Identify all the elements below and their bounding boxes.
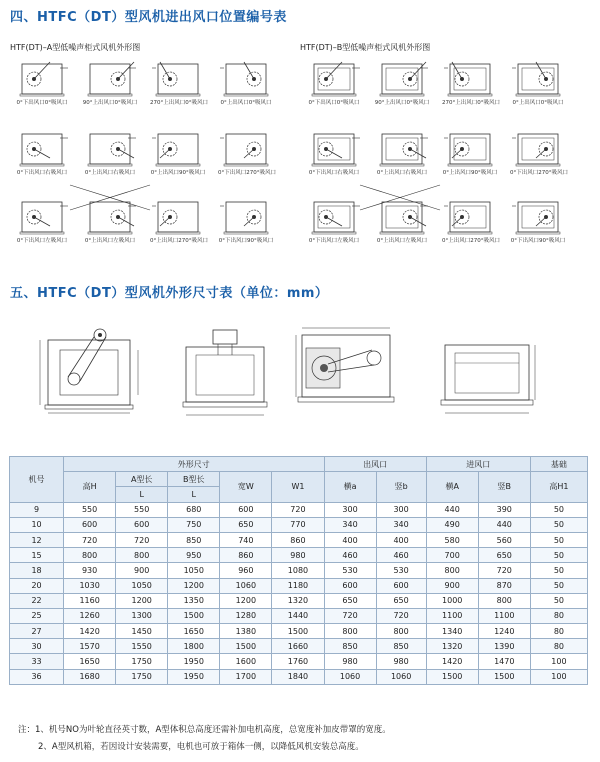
table-cell: 18	[10, 563, 64, 578]
table-cell: 980	[324, 654, 376, 669]
table-cell: 860	[220, 548, 272, 563]
fan-caption: 0°下出风口0°吸风口	[16, 100, 68, 106]
table-cell: 1950	[168, 654, 220, 669]
rear-view-drawing	[435, 325, 545, 420]
fan-caption: 0°上出风口270°吸风口	[442, 238, 500, 244]
table-cell: 1030	[64, 578, 116, 593]
header-width: 宽W	[220, 472, 272, 502]
fan-caption: 270°上出风口0°吸风口	[150, 100, 208, 106]
table-cell: 15	[10, 548, 64, 563]
table-cell: 800	[478, 593, 530, 608]
table-cell: 720	[324, 608, 376, 623]
header-b-l: L	[168, 487, 220, 502]
table-cell: 600	[220, 502, 272, 517]
fan-caption: 0°下出风口右吸风口	[308, 170, 360, 176]
header-outlet-b: 竖b	[376, 472, 426, 502]
table-cell: 400	[376, 532, 426, 547]
table-cell: 300	[376, 502, 426, 517]
table-cell: 50	[530, 517, 587, 532]
table-row	[10, 639, 588, 654]
table-cell: 460	[376, 548, 426, 563]
table-cell: 740	[220, 532, 272, 547]
table-cell: 1050	[116, 578, 168, 593]
table-cell: 600	[376, 578, 426, 593]
table-cell: 950	[168, 548, 220, 563]
table-cell: 1050	[168, 563, 220, 578]
fan-caption: 0°上出风口右吸风口	[376, 170, 428, 176]
table-cell: 1200	[220, 593, 272, 608]
table-cell: 30	[10, 639, 64, 654]
table-cell: 900	[426, 578, 478, 593]
table-row	[10, 593, 588, 608]
table-cell: 1260	[64, 608, 116, 623]
table-cell: 1450	[116, 624, 168, 639]
table-cell: 1750	[116, 669, 168, 684]
table-cell: 980	[376, 654, 426, 669]
table-cell: 50	[530, 502, 587, 517]
fan-caption: 0°上出风口右吸风口	[84, 170, 136, 176]
fan-caption: 0°上出风口90°吸风口	[150, 170, 206, 176]
table-cell: 1500	[478, 669, 530, 684]
connector-lines	[0, 0, 600, 270]
table-cell: 1080	[272, 563, 324, 578]
fan-caption: 0°下出风口左吸风口	[308, 238, 360, 244]
table-cell: 1060	[376, 669, 426, 684]
table-cell: 1650	[168, 624, 220, 639]
table-cell: 1340	[426, 624, 478, 639]
table-cell: 1950	[168, 669, 220, 684]
table-row	[10, 578, 588, 593]
table-cell: 1320	[426, 639, 478, 654]
table-cell: 550	[116, 502, 168, 517]
fan-caption: 0°下出风口270°吸风口	[510, 170, 568, 176]
fan-caption: 270°上出风口0°吸风口	[442, 100, 500, 106]
table-cell: 1380	[220, 624, 272, 639]
table-cell: 1660	[272, 639, 324, 654]
table-cell: 27	[10, 624, 64, 639]
table-cell: 600	[64, 517, 116, 532]
table-cell: 600	[116, 517, 168, 532]
table-cell: 1760	[272, 654, 324, 669]
table-cell: 720	[478, 563, 530, 578]
table-cell: 800	[324, 624, 376, 639]
table-cell: 720	[64, 532, 116, 547]
table-cell: 1420	[64, 624, 116, 639]
table-cell: 1700	[220, 669, 272, 684]
table-cell: 530	[324, 563, 376, 578]
table-cell: 50	[530, 563, 587, 578]
side-view-drawing	[178, 325, 273, 420]
table-cell: 1060	[324, 669, 376, 684]
table-cell: 1350	[168, 593, 220, 608]
table-cell: 25	[10, 608, 64, 623]
table-cell: 870	[478, 578, 530, 593]
section5-title: 五、HTFC（DT）型风机外形尺寸表（单位：mm）	[10, 286, 329, 301]
note-1: 注：1、机号NO为叶轮直径英寸数，A型体积总高度还需补加电机高度，总宽度补加皮带罩的宽度。	[18, 725, 391, 735]
fan-caption: 0°上出风口270°吸风口	[150, 238, 208, 244]
table-cell: 20	[10, 578, 64, 593]
notes	[18, 722, 391, 756]
table-cell: 1100	[426, 608, 478, 623]
table-cell: 960	[220, 563, 272, 578]
table-cell: 490	[426, 517, 478, 532]
fan-caption: 0°上出风口左吸风口	[84, 238, 136, 244]
table-cell: 50	[530, 578, 587, 593]
table-cell: 1500	[168, 608, 220, 623]
header-outlet: 出风口	[324, 457, 426, 472]
header-w1: W1	[272, 472, 324, 502]
table-cell: 770	[272, 517, 324, 532]
table-cell: 1200	[116, 593, 168, 608]
fan-caption: 0°下出风口90°吸风口	[510, 238, 566, 244]
table-cell: 33	[10, 654, 64, 669]
table-cell: 1440	[272, 608, 324, 623]
table-cell: 80	[530, 608, 587, 623]
table-cell: 1280	[220, 608, 272, 623]
table-cell: 100	[530, 669, 587, 684]
table-cell: 1750	[116, 654, 168, 669]
section-view-drawing	[292, 320, 402, 420]
header-base-height: 高H1	[530, 472, 587, 502]
note-2: 2、A型风机箱，若因设计安装需要，电机也可放于箱体一侧，以降低风机安装总高度。	[38, 742, 364, 752]
table-cell: 1840	[272, 669, 324, 684]
table-cell: 600	[324, 578, 376, 593]
fan-caption: 0°下出风口左吸风口	[16, 238, 68, 244]
table-row	[10, 517, 588, 532]
table-cell: 460	[324, 548, 376, 563]
table-cell: 800	[426, 563, 478, 578]
fan-caption: 0°上出风口90°吸风口	[442, 170, 498, 176]
table-cell: 1500	[220, 639, 272, 654]
table-cell: 1060	[220, 578, 272, 593]
table-row	[10, 608, 588, 623]
table-row	[10, 532, 588, 547]
dimension-table	[9, 456, 588, 685]
table-cell: 12	[10, 532, 64, 547]
table-cell: 440	[426, 502, 478, 517]
table-cell: 9	[10, 502, 64, 517]
header-a-l: L	[116, 487, 168, 502]
header-inlet: 进风口	[426, 457, 530, 472]
table-cell: 930	[64, 563, 116, 578]
table-cell: 1800	[168, 639, 220, 654]
section4-title: 四、HTFC（DT）型风机进出风口位置编号表	[10, 10, 287, 25]
table-cell: 650	[478, 548, 530, 563]
table-cell: 800	[376, 624, 426, 639]
table-cell: 10	[10, 517, 64, 532]
table-cell: 750	[168, 517, 220, 532]
table-cell: 1240	[478, 624, 530, 639]
table-cell: 700	[426, 548, 478, 563]
type-a-title: HTF(DT)–A型低噪声柜式风机外形图	[10, 43, 141, 52]
table-row	[10, 624, 588, 639]
table-cell: 900	[116, 563, 168, 578]
header-b-length: B型长	[168, 472, 220, 487]
table-cell: 860	[272, 532, 324, 547]
table-cell: 50	[530, 548, 587, 563]
table-cell: 1470	[478, 654, 530, 669]
fan-caption: 0°下出风口90°吸风口	[218, 238, 274, 244]
table-cell: 1200	[168, 578, 220, 593]
table-cell: 1300	[116, 608, 168, 623]
table-cell: 1550	[116, 639, 168, 654]
table-cell: 440	[478, 517, 530, 532]
table-cell: 1320	[272, 593, 324, 608]
fan-caption: 0°上出风口左吸风口	[376, 238, 428, 244]
table-cell: 1570	[64, 639, 116, 654]
fan-caption: 0°下出风口270°吸风口	[218, 170, 276, 176]
table-cell: 980	[272, 548, 324, 563]
table-cell: 1680	[64, 669, 116, 684]
table-cell: 50	[530, 532, 587, 547]
header-base: 基础	[530, 457, 587, 472]
table-cell: 80	[530, 624, 587, 639]
table-cell: 80	[530, 639, 587, 654]
table-row	[10, 548, 588, 563]
table-cell: 1390	[478, 639, 530, 654]
fan-caption: 0°下出风口0°吸风口	[308, 100, 360, 106]
table-cell: 550	[64, 502, 116, 517]
table-cell: 720	[116, 532, 168, 547]
header-inlet-b: 竖B	[478, 472, 530, 502]
table-cell: 850	[324, 639, 376, 654]
table-cell: 300	[324, 502, 376, 517]
table-cell: 1180	[272, 578, 324, 593]
table-cell: 650	[220, 517, 272, 532]
table-row	[10, 669, 588, 684]
header-outlet-a: 横a	[324, 472, 376, 502]
table-cell: 1100	[478, 608, 530, 623]
table-cell: 850	[376, 639, 426, 654]
header-a-length: A型长	[116, 472, 168, 487]
table-cell: 1000	[426, 593, 478, 608]
table-cell: 400	[324, 532, 376, 547]
table-cell: 100	[530, 654, 587, 669]
table-cell: 390	[478, 502, 530, 517]
table-cell: 1160	[64, 593, 116, 608]
table-cell: 650	[376, 593, 426, 608]
type-b-title: HTF(DT)–B型低噪声柜式风机外形图	[300, 43, 431, 52]
fan-caption: 90°上出风口0°吸风口	[82, 100, 138, 106]
table-cell: 36	[10, 669, 64, 684]
table-cell: 560	[478, 532, 530, 547]
table-cell: 1420	[426, 654, 478, 669]
table-row	[10, 502, 588, 517]
front-view-drawing	[30, 315, 150, 425]
header-model: 机号	[10, 457, 64, 503]
fan-caption: 0°上出风口0°吸风口	[220, 100, 272, 106]
header-inlet-a: 横A	[426, 472, 478, 502]
fan-caption: 90°上出风口0°吸风口	[374, 100, 430, 106]
fan-caption: 0°上出风口0°吸风口	[512, 100, 564, 106]
table-cell: 580	[426, 532, 478, 547]
table-row	[10, 563, 588, 578]
table-cell: 530	[376, 563, 426, 578]
fan-caption: 0°下出风口右吸风口	[16, 170, 68, 176]
table-cell: 850	[168, 532, 220, 547]
table-cell: 1500	[426, 669, 478, 684]
table-row	[10, 654, 588, 669]
header-height: 高H	[64, 472, 116, 502]
table-cell: 340	[324, 517, 376, 532]
table-cell: 1500	[272, 624, 324, 639]
header-outer-size: 外形尺寸	[64, 457, 324, 472]
table-cell: 680	[168, 502, 220, 517]
table-cell: 720	[376, 608, 426, 623]
table-cell: 1600	[220, 654, 272, 669]
table-cell: 340	[376, 517, 426, 532]
table-cell: 800	[116, 548, 168, 563]
table-cell: 22	[10, 593, 64, 608]
table-cell: 800	[64, 548, 116, 563]
table-cell: 720	[272, 502, 324, 517]
table-cell: 1650	[64, 654, 116, 669]
table-cell: 50	[530, 593, 587, 608]
table-cell: 650	[324, 593, 376, 608]
